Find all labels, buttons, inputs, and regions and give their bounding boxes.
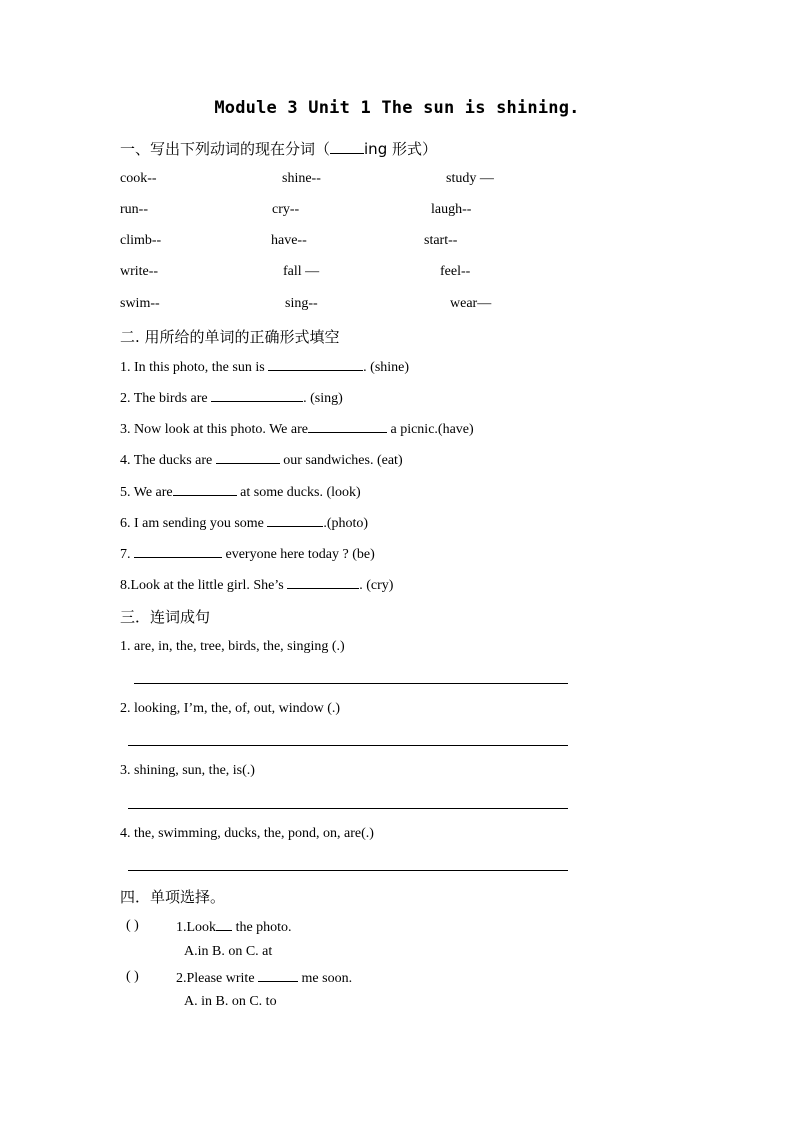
fill-item-7 [120,545,375,563]
section1-heading-pre: 一、写出下列动词的现在分词（ [120,140,331,158]
answer-blank[interactable] [258,969,298,982]
fill-item-hint: . (shine) [363,360,410,375]
choice-options-1: A.in B. on C. at [184,944,273,959]
answer-line[interactable] [134,683,568,684]
fill-item-text: 5. We are [120,485,173,500]
fill-item-text: 2. The birds are [120,391,212,406]
reorder-item-4: 4. the, swimming, ducks, the, pond, on, are(.) [120,826,374,841]
fill-item-hint: . (cry) [359,578,394,593]
choice-item-text: 2.Please write [176,971,259,986]
fill-item-5 [120,483,361,501]
section1-heading-post: 形式） [387,140,437,158]
word-start: start-- [424,233,458,248]
word-cook: cook-- [120,171,157,186]
section3-heading: 三．连词成句 [120,608,211,626]
fill-item-text: 6. I am sending you some [120,516,268,531]
word-study: study — [446,171,494,186]
fill-item-hint: a picnic.(have) [386,422,474,437]
fill-item-6 [120,514,368,532]
answer-line[interactable] [128,870,568,871]
word-laugh: laugh-- [431,202,472,217]
word-sing: sing-- [285,296,318,311]
choice-item-text-end: the photo. [232,920,292,935]
answer-line[interactable] [128,745,568,746]
fill-item-text: 8.Look at the little girl. She’s [120,578,288,593]
word-cry: cry-- [272,202,300,217]
word-fall: fall — [283,264,320,279]
answer-blank[interactable] [216,451,280,464]
answer-blank[interactable] [134,545,222,558]
fill-item-text: 7. [120,547,134,562]
answer-blank[interactable] [268,358,363,371]
fill-item-text: 1. In this photo, the sun is [120,360,269,375]
heading-blank [330,141,364,154]
fill-item-3 [120,420,474,438]
word-wear: wear— [450,296,492,311]
word-climb: climb-- [120,233,162,248]
word-have: have-- [271,233,307,248]
section1-heading-suffix: ing [364,140,388,158]
choice-item-1-paren[interactable]: ( ) [126,918,139,933]
choice-options-2: A. in B. on C. to [184,994,277,1009]
fill-item-hint: . (sing) [303,391,343,406]
section1-heading [120,138,437,159]
fill-item-text: 4. The ducks are [120,453,216,468]
fill-item-8 [120,576,393,594]
answer-blank[interactable] [173,483,237,496]
word-run: run-- [120,202,148,217]
fill-item-hint: .(photo) [323,516,369,531]
reorder-item-2: 2. looking, I’m, the, of, out, window (.) [120,701,341,716]
choice-item-text: 1.Look [176,920,217,935]
fill-item-2 [120,389,343,407]
fill-item-4 [120,451,403,469]
section4-heading: 四．单项选择。 [120,888,226,906]
answer-blank[interactable] [287,576,359,589]
reorder-item-3: 3. shining, sun, the, is(.) [120,763,255,778]
fill-item-hint: everyone here today ? (be) [222,547,375,562]
choice-item-1 [176,918,292,936]
answer-blank[interactable] [211,389,303,402]
word-shine: shine-- [282,171,321,186]
choice-item-text-end: me soon. [298,971,353,986]
answer-blank[interactable] [267,514,323,527]
fill-item-hint: at some ducks. (look) [236,485,361,500]
fill-item-hint: our sandwiches. (eat) [279,453,403,468]
answer-blank[interactable] [308,420,387,433]
fill-item-text: 3. Now look at this photo. We are [120,422,308,437]
section2-heading: 二. 用所给的单词的正确形式填空 [120,328,340,346]
choice-item-2 [176,969,352,987]
page-title: Module 3 Unit 1 The sun is shining. [214,98,580,118]
answer-line[interactable] [128,808,568,809]
word-swim: swim-- [120,296,160,311]
word-write: write-- [120,264,159,279]
choice-item-2-paren[interactable]: ( ) [126,969,139,984]
fill-item-1 [120,358,409,376]
reorder-item-1: 1. are, in, the, tree, birds, the, singing (.) [120,639,345,654]
answer-blank[interactable] [216,918,232,931]
word-feel: feel-- [440,264,471,279]
